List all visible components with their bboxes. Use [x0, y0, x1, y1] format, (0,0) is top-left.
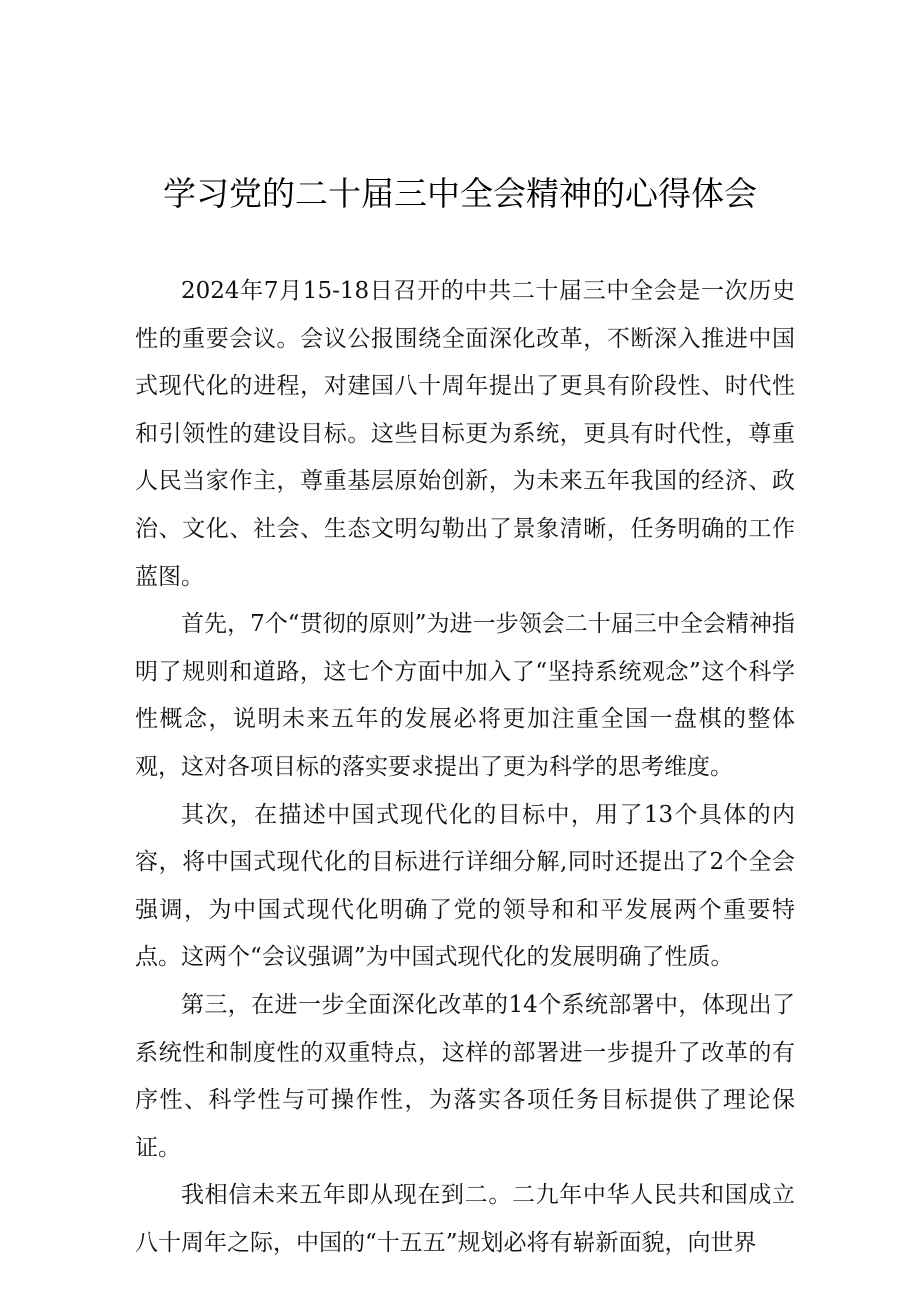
paragraph-conclusion: 我相信未来五年即从现在到二。二九年中华人民共和国成立八十周年之际，中国的“十五五”规划必将有崭新面貌，向世界: [135, 1182, 795, 1256]
paragraph-second: 其次，在描述中国式现代化的目标中，用了13个具体的内容，将中国式现代化的目标进行详细分解,同时还提出了2个全会强调，为中国式现代化明确了党的领导和和平发展两个重要特点。这两个“会议强调”为中国式现代化的发展明确了性质。: [135, 801, 795, 971]
paragraph-third: 第三，在进一步全面深化改革的14个系统部署中，体现出了系统性和制度性的双重特点，这样的部署进一步提升了改革的有序性、科学性与可操作性，为落实各项任务目标提供了理论保证。: [135, 991, 795, 1161]
paragraph-first: 首先，7个“贯彻的原则”为进一步领会二十届三中全会精神指明了规则和道路，这七个方面中加入了“坚持系统观念”这个科学性概念，说明未来五年的发展必将更加注重全国一盘棋的整体观，这对各项目标的落实要求提出了更为科学的思考维度。: [135, 611, 795, 780]
document-body: [135, 268, 795, 1267]
paragraph-intro: 2024年7月15-18日召开的中共二十届三中全会是一次历史性的重要会议。会议公报围绕全面深化改革，不断深入推进中国式现代化的进程，对建国八十周年提出了更具有阶段性、时代性和引领性的建设目标。这些目标更为系统，更具有时代性，尊重人民当家作主，尊重基层原始创新，为未来五年我国的经济、政治、文化、社会、生态文明勾勒出了景象清晰，任务明确的工作蓝图。: [135, 278, 795, 590]
document-title: 学习党的二十届三中全会精神的心得体会: [163, 174, 757, 213]
